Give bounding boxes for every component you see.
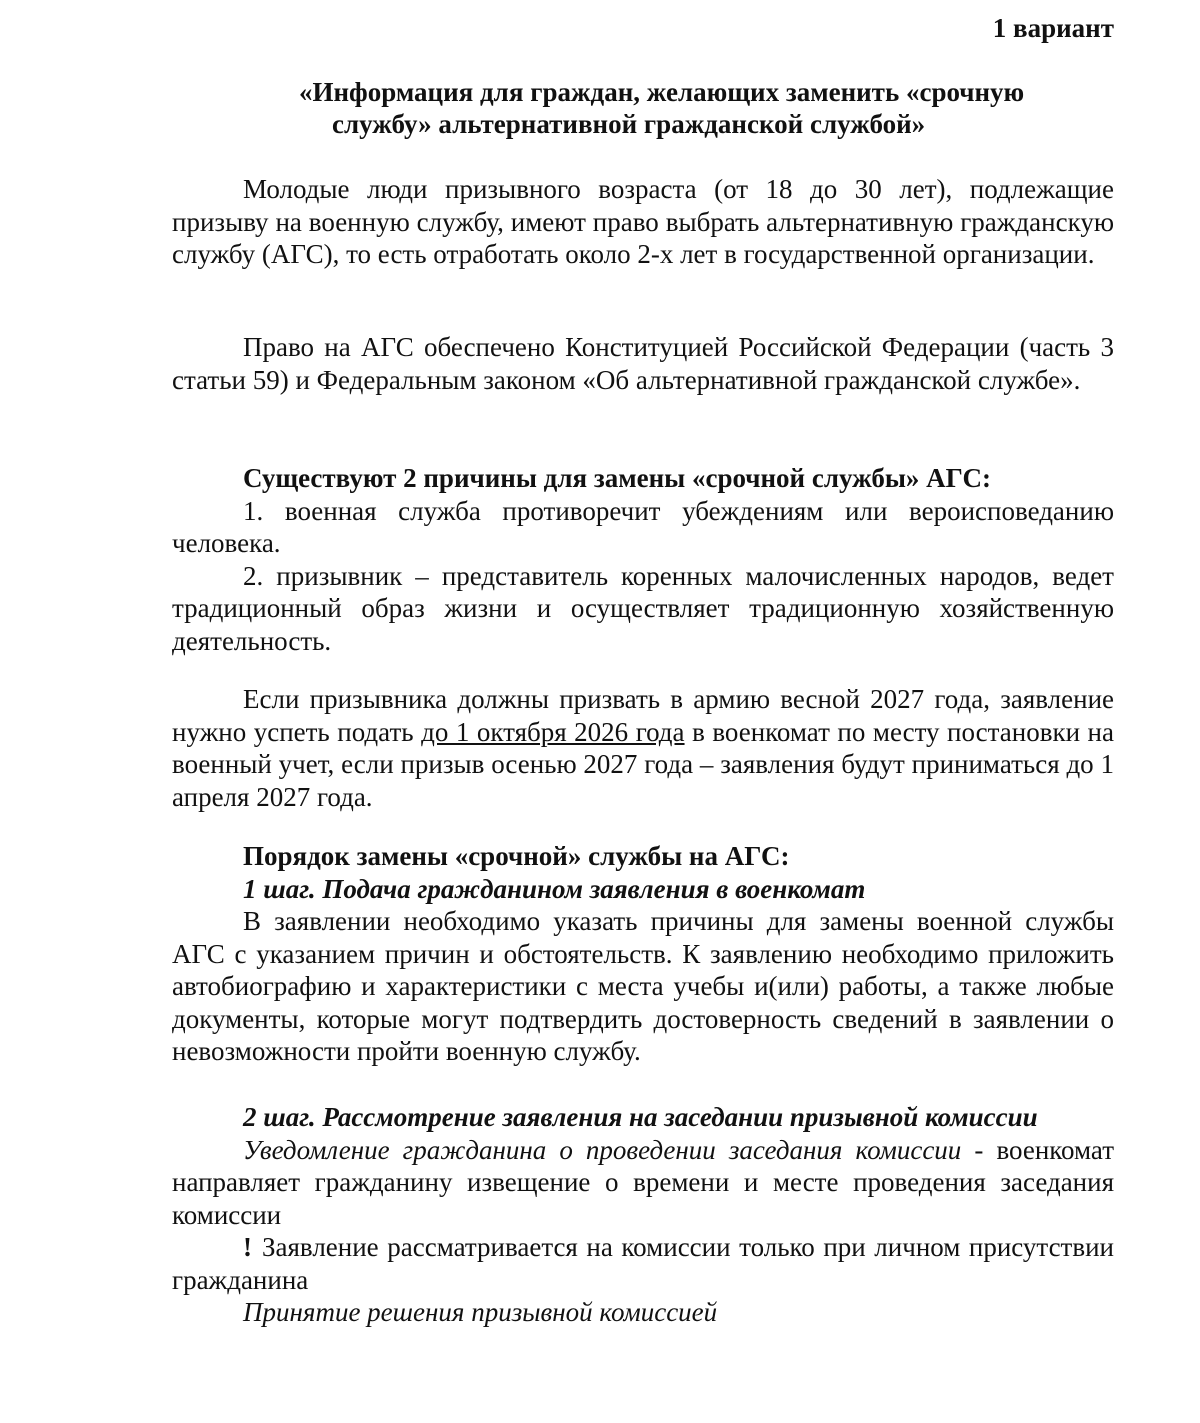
variant-label: 1 вариант bbox=[992, 13, 1114, 43]
step-1-text: В заявлении необходимо указать причины для замены военной службы АГС с указанием причин и обстоятельств. К заявлению необходимо приложить автобиографию и характеристики с места учебы и(или) работы, а также любые документы, которые могут подтвердить достоверность сведений в заявлении о невозможности пройти военную службу. bbox=[172, 906, 1114, 1066]
step-2-title: 2 шаг. Рассмотрение заявления на заседании призывной комиссии bbox=[243, 1102, 1038, 1132]
reason-item-1: 1. военная служба противоречит убеждениям или вероисповеданию человека. bbox=[172, 495, 1114, 558]
procedure-section bbox=[172, 840, 1114, 1068]
step-2-decision: Принятие решения призывной комиссией bbox=[243, 1297, 718, 1327]
procedure-heading: Порядок замены «срочной» службы на АГС: bbox=[243, 841, 790, 871]
reasons-heading: Существуют 2 причины для замены «срочной службы» АГС: bbox=[243, 463, 991, 493]
title-line-2: службу» альтернативной гражданской службой» bbox=[332, 109, 926, 139]
step-2-notice bbox=[172, 1134, 1114, 1232]
deadline-text-after: в военкомат по месту постановки на военный учет, если призыв осенью 2027 года – заявления будут приниматься до 1 апреля 2027 года. bbox=[172, 716, 1114, 812]
deadline-date: до 1 октября 2026 года bbox=[421, 716, 685, 747]
warning-mark: ! bbox=[243, 1232, 252, 1262]
deadline-paragraph bbox=[172, 683, 1114, 813]
intro-section bbox=[172, 173, 1114, 271]
title-line-1: «Информация для граждан, желающих заменить «срочную bbox=[299, 77, 1025, 107]
step-1-title: 1 шаг. Подача гражданином заявления в военкомат bbox=[243, 873, 866, 904]
reasons-section bbox=[172, 462, 1114, 657]
law-section bbox=[172, 331, 1114, 396]
law-paragraph: Право на АГС обеспечено Конституцией Российской Федерации (часть 3 статьи 59) и Федеральным законом «Об альтернативной гражданской службе». bbox=[172, 332, 1114, 395]
step-2-notice-rest: - военкомат направляет гражданину извещение о времени и месте проведения заседания комиссии bbox=[172, 1134, 1114, 1230]
step-2-section bbox=[172, 1101, 1114, 1329]
deadline-section bbox=[172, 683, 1114, 813]
warning-text: Заявление рассматривается на комиссии только при личном присутствии гражданина bbox=[172, 1232, 1114, 1295]
intro-paragraph: Молодые люди призывного возраста (от 18 до 30 лет), подлежащие призыву на военную службу, имеют право выбрать альтернативную гражданскую службу (АГС), то есть отработать около 2-х лет в государственной организации. bbox=[172, 174, 1114, 269]
deadline-text-before: Если призывника должны призвать в армию весной 2027 года, заявление нужно успеть подать bbox=[172, 684, 1114, 747]
step-2-warning bbox=[172, 1231, 1114, 1296]
step-2-notice-italic: Уведомление гражданина о проведении заседания комиссии bbox=[243, 1134, 962, 1165]
reason-item-2: 2. призывник – представитель коренных малочисленных народов, ведет традиционный образ жизни и осуществляет традиционную хозяйственную деятельность. bbox=[172, 560, 1114, 656]
document-title bbox=[299, 76, 1099, 140]
